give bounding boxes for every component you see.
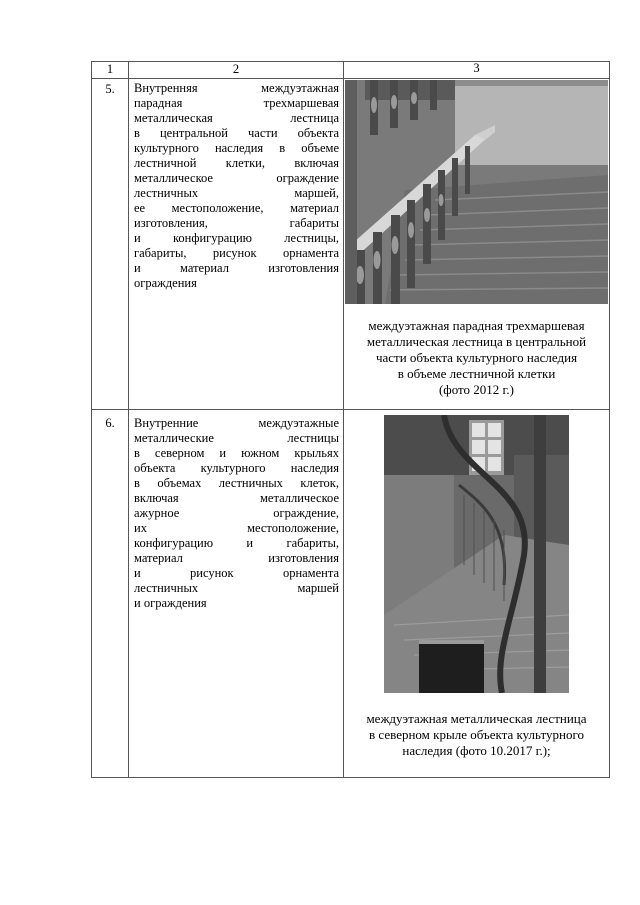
photo-cell bbox=[344, 79, 610, 410]
description-line: культурного наследия в объеме bbox=[134, 141, 339, 155]
caption-line: металлическая лестница в центральной bbox=[366, 334, 587, 349]
heritage-table bbox=[91, 61, 610, 778]
description-line: и ограждения bbox=[134, 596, 207, 610]
description-line: ограждения bbox=[134, 276, 197, 290]
description-line: Внутренняя междуэтажная bbox=[134, 81, 339, 95]
description-line: и материал изготовления bbox=[134, 261, 339, 275]
central-staircase-photo bbox=[345, 80, 608, 304]
row-number: 5. bbox=[92, 79, 129, 410]
description-line: металлические лестницы bbox=[134, 431, 339, 445]
description-line: металлическая лестница bbox=[134, 111, 339, 125]
caption-line: междуэтажная парадная трехмаршевая bbox=[368, 318, 585, 333]
table-row bbox=[92, 79, 610, 410]
description-line: изготовления, габариты bbox=[134, 216, 339, 230]
caption-line: в северном крыле объекта культурного bbox=[369, 727, 584, 742]
description-line: ажурное ограждение, bbox=[134, 506, 339, 520]
table-header-row bbox=[92, 62, 610, 79]
description-line: в объемах лестничных клеток, bbox=[134, 476, 339, 490]
row-description bbox=[129, 79, 344, 410]
description-line: включая металлическое bbox=[134, 491, 339, 505]
photo-cell bbox=[344, 410, 610, 778]
table-row bbox=[92, 410, 610, 778]
description-line: их местоположение, bbox=[134, 521, 339, 535]
description-line: материал изготовления bbox=[134, 551, 339, 565]
row-description bbox=[129, 410, 344, 778]
description-line: и конфигурацию лестницы, bbox=[134, 231, 339, 245]
description-line: Внутренние междуэтажные bbox=[134, 416, 339, 430]
description-line: габариты, рисунок орнамента bbox=[134, 246, 339, 260]
description-line: и рисунок орнамента bbox=[134, 566, 339, 580]
description-line: металлическое ограждение bbox=[134, 171, 339, 185]
photo-caption bbox=[344, 318, 609, 398]
description-line: в северном и южном крыльях bbox=[134, 446, 339, 460]
description-line: лестничной клетки, включая bbox=[134, 156, 339, 170]
description-line: объекта культурного наследия bbox=[134, 461, 339, 475]
header-col-2: 2 bbox=[129, 62, 344, 79]
caption-line: наследия (фото 10.2017 г.); bbox=[402, 743, 551, 758]
caption-line: междуэтажная металлическая лестница bbox=[366, 711, 587, 726]
description-line: парадная трехмаршевая bbox=[134, 96, 339, 110]
description-line: ее местоположение, материал bbox=[134, 201, 339, 215]
header-col-1: 1 bbox=[92, 62, 129, 79]
row-number: 6. bbox=[92, 410, 129, 778]
north-wing-staircase-photo bbox=[384, 415, 569, 693]
caption-line: части объекта культурного наследия bbox=[375, 350, 578, 365]
description-line: лестничных маршей, bbox=[134, 186, 339, 200]
photo-caption bbox=[344, 711, 609, 759]
caption-line: в объеме лестничной клетки bbox=[397, 366, 556, 381]
description-line: в центральной части объекта bbox=[134, 126, 339, 140]
header-col-3: 3 bbox=[344, 62, 610, 79]
caption-line: (фото 2012 г.) bbox=[438, 382, 515, 397]
description-line: конфигурацию и габариты, bbox=[134, 536, 339, 550]
description-line: лестничных маршей bbox=[134, 581, 339, 595]
